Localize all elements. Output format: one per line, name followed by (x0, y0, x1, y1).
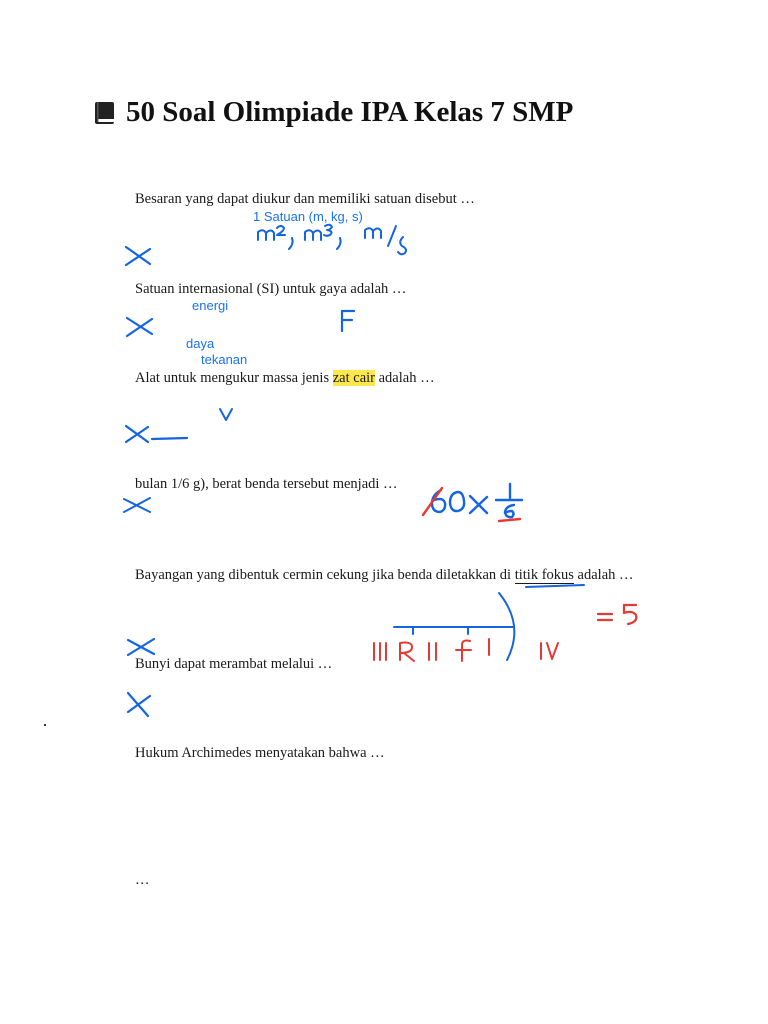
cross-mark (127, 318, 152, 336)
mirror-region-labels (374, 639, 558, 661)
underline-stroke (526, 585, 584, 587)
question-3-before: Alat untuk mengukur massa jenis (135, 370, 333, 386)
question-5-before: Bayangan yang dibentuk cermin cekung jika benda diletakkan di (135, 567, 515, 583)
question-5-after: adalah … (573, 567, 634, 583)
units-handwriting (258, 225, 406, 255)
cross-mark (126, 247, 150, 265)
cross-mark (126, 426, 187, 442)
question-2: Satuan internasional (SI) untuk gaya adalah … (135, 281, 407, 297)
note-satuan: 1 Satuan (m, kg, s) (253, 209, 363, 224)
question-6: Bunyi dapat merambat melalui … (135, 656, 333, 672)
question-3-after: adalah … (375, 370, 435, 386)
cross-mark (124, 498, 150, 512)
title-text: 50 Soal Olimpiade IPA Kelas 7 SMP (126, 96, 574, 128)
book-icon (92, 100, 118, 126)
page-title (92, 96, 573, 129)
note-energi: energi (192, 298, 229, 313)
question-8: … (135, 872, 150, 888)
result-handwriting (598, 605, 636, 624)
highlighted-text: zat cair (332, 370, 375, 386)
underlined-text: titik fokus (514, 567, 574, 583)
question-4: bulan 1/6 g), berat benda tersebut menjadi … (135, 476, 398, 492)
question-5 (135, 567, 634, 584)
check-mark (220, 409, 232, 420)
cross-mark (128, 693, 150, 716)
question-3 (135, 370, 435, 387)
note-tekanan: tekanan (201, 352, 248, 367)
question-1: Besaran yang dapat diukur dan memiliki satuan disebut … (135, 191, 475, 207)
stray-dot (44, 724, 46, 726)
calculation-handwriting (423, 484, 522, 521)
note-daya: daya (186, 336, 215, 351)
mirror-diagram (394, 593, 514, 660)
cross-mark (128, 639, 154, 655)
force-symbol (342, 311, 354, 331)
question-7: Hukum Archimedes menyatakan bahwa … (135, 745, 385, 761)
